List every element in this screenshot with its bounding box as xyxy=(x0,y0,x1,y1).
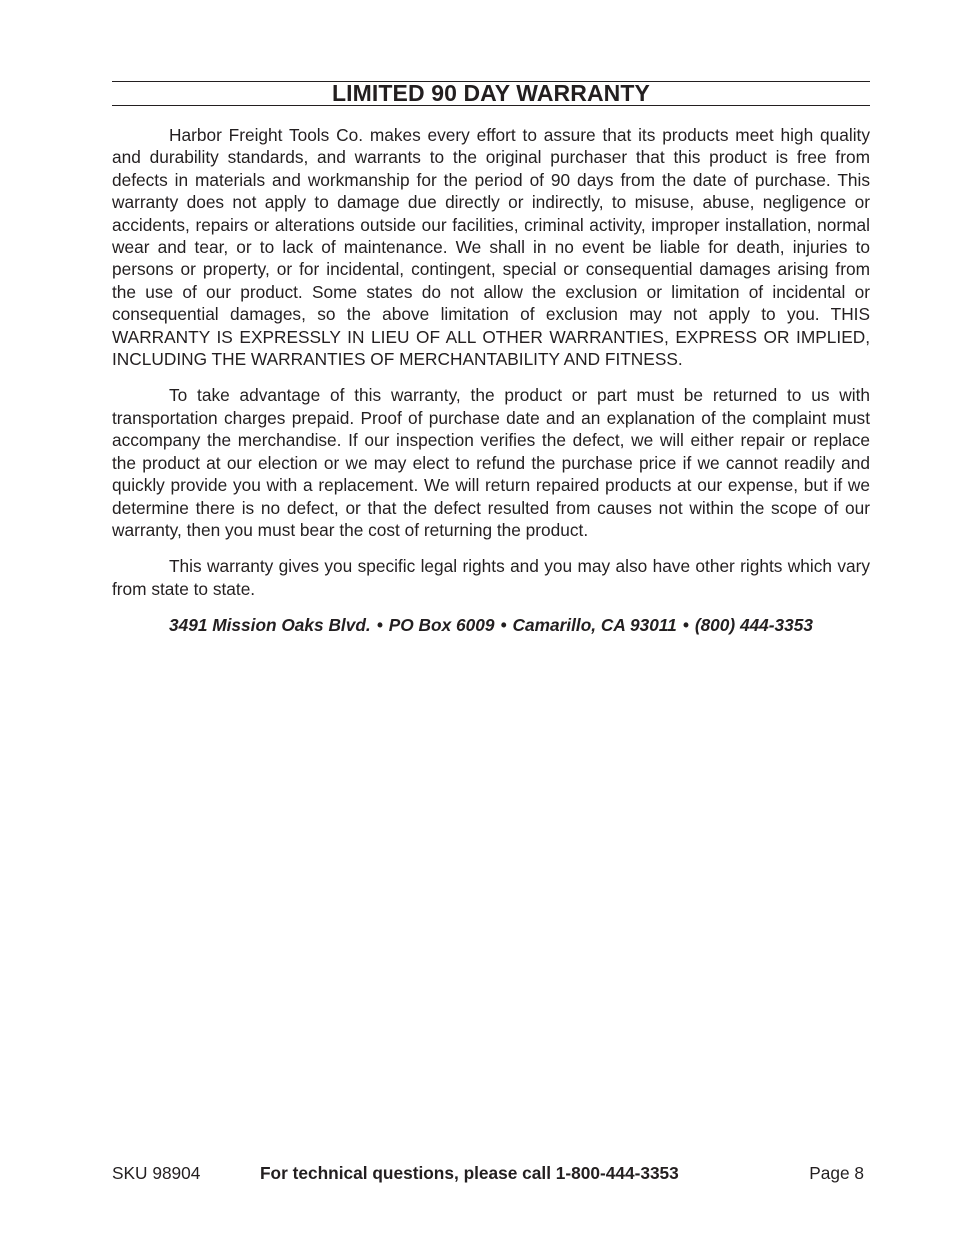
address-city: Camarillo, CA 93011 xyxy=(512,615,677,636)
company-address xyxy=(112,614,870,636)
footer-sku: SKU 98904 xyxy=(112,1163,201,1183)
warranty-paragraph-claims: To take advantage of this warranty, the product or part must be returned to us with transportation charges prepaid. Proof of purchase date and an explanation of the complaint must accompany the merchandise. If our inspection verifies the defect, we will either repair or replace the product at our election or we may elect to refund the purchase price if we cannot readily and quickly provide you with a replacement. We will return repaired products at our expense, but if we determine there is no defect, or that the defect resulted from causes not within the scope of our warranty, then you must bear the cost of returning the product. xyxy=(112,385,870,540)
page-content xyxy=(112,81,870,636)
warranty-paragraph-coverage: Harbor Freight Tools Co. makes every effort to assure that its products meet high quality and durability standards, and warrants to the original purchaser that this product is free from defects in materials and workmanship for the period of 90 days from the date of purchase. This warranty does not apply to damage due directly or indirectly, to misuse, abuse, negligence or accidents, repairs or alterations outside our facilities, criminal activity, improper installation, normal wear and tear, or to lack of maintenance. We shall in no event be liable for death, injuries to persons or property, or for incidental, contingent, special or consequential damages arising from the use of our product. Some states do not allow the exclusion or limitation of incidental or consequential damages, so the above limitation of exclusion may not apply to you. THIS WARRANTY IS EXPRESSLY IN LIEU OF ALL OTHER WARRANTIES, EXPRESS OR IMPLIED, INCLUDING THE WARRANTIES OF MERCHANTABILITY AND FITNESS. xyxy=(112,125,870,370)
footer-page-number: Page 8 xyxy=(809,1163,864,1183)
address-separator: • xyxy=(376,615,383,636)
title-block xyxy=(112,81,870,106)
address-separator: • xyxy=(682,615,689,636)
address-street: 3491 Mission Oaks Blvd. xyxy=(168,615,371,636)
page-footer xyxy=(112,1161,864,1185)
address-phone: (800) 444-3353 xyxy=(694,615,813,636)
page-title: LIMITED 90 DAY WARRANTY xyxy=(332,80,650,106)
address-po-box: PO Box 6009 xyxy=(388,615,495,636)
warranty-body xyxy=(112,124,870,600)
address-separator: • xyxy=(500,615,507,636)
footer-technical-line: For technical questions, please call 1-800-444-3353 xyxy=(260,1163,679,1183)
warranty-paragraph-rights: This warranty gives you specific legal rights and you may also have other rights which vary from state to state. xyxy=(112,556,870,599)
